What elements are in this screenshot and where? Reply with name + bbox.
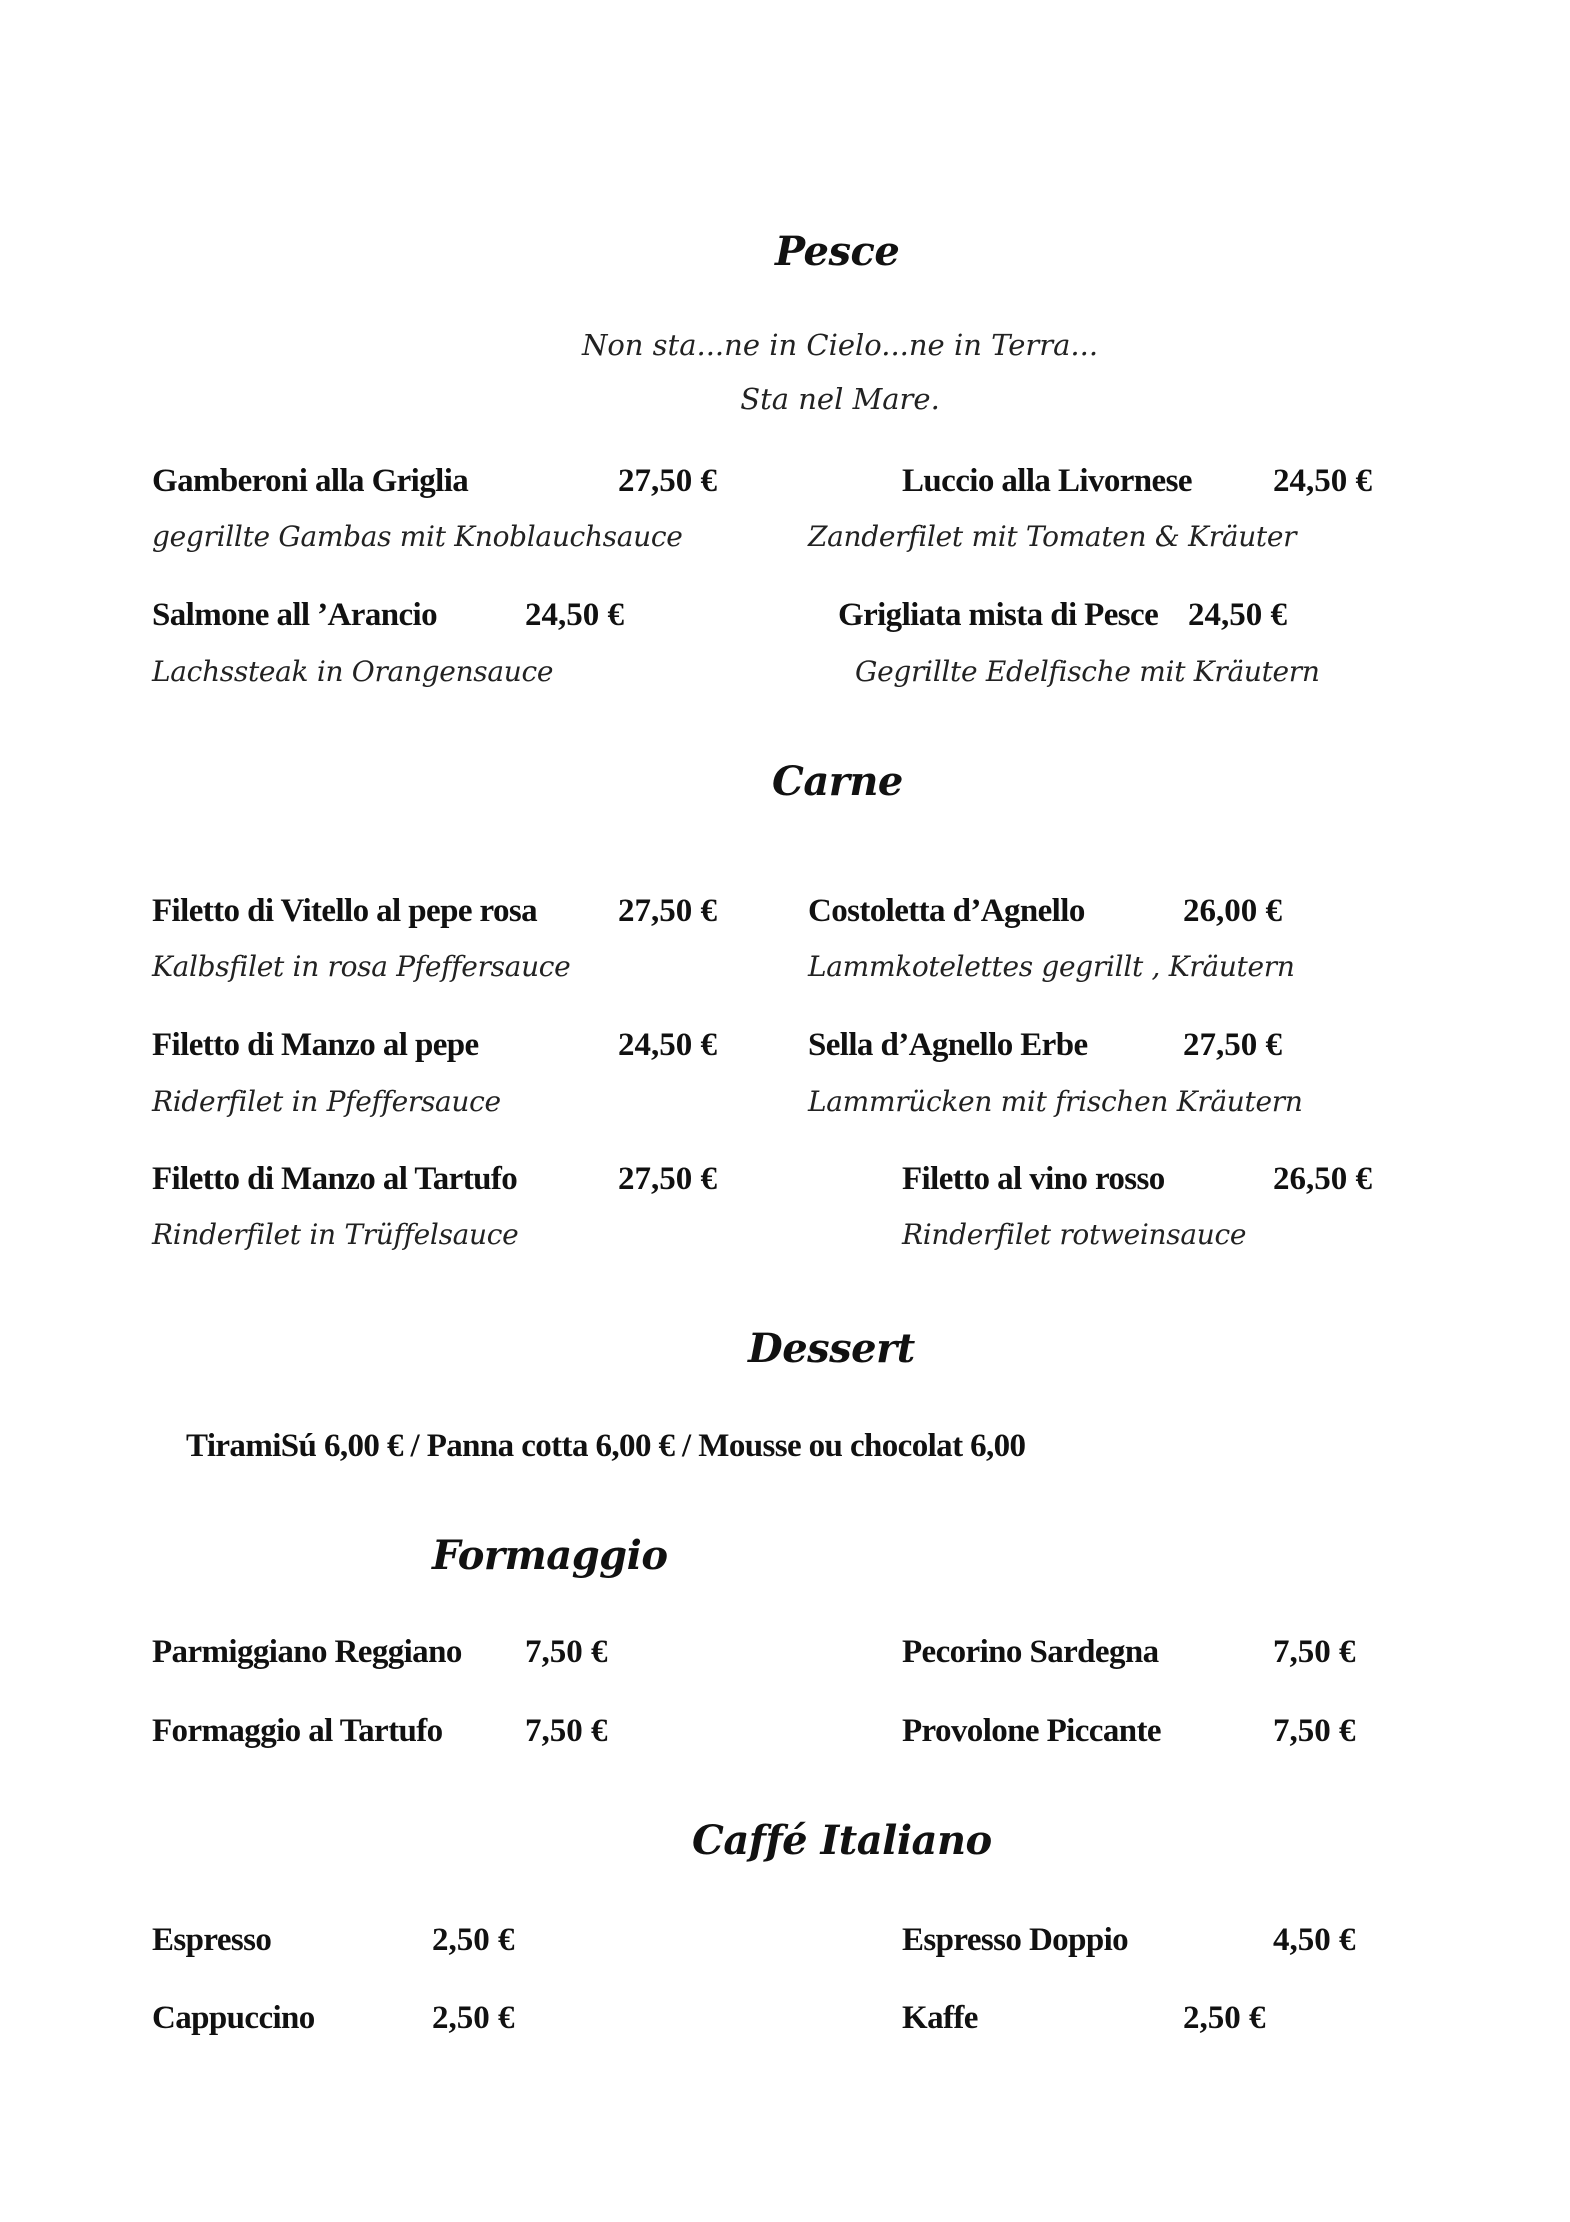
cheese-price: 7,50 € <box>1273 1634 1356 1670</box>
dish-name: Costoletta d’Agnello <box>808 893 1085 929</box>
cheese-price: 7,50 € <box>525 1713 608 1749</box>
coffee-price: 2,50 € <box>432 1922 515 1958</box>
dish-description: Rinderfilet in Trüffelsauce <box>152 1218 519 1251</box>
dish-description: Zanderfilet mit Tomaten & Kräuter <box>808 520 1297 553</box>
section-title-pesce: Pesce <box>775 228 900 275</box>
cheese-name: Pecorino Sardegna <box>902 1634 1159 1670</box>
dish-name: Filetto al vino rosso <box>902 1161 1165 1197</box>
motto-line-2: Sta nel Mare. <box>740 382 940 416</box>
dish-description: Lammrücken mit frischen Kräutern <box>808 1085 1303 1118</box>
dish-price: 24,50 € <box>1188 597 1287 633</box>
dish-price: 24,50 € <box>618 1027 717 1063</box>
dish-name: Filetto di Vitello al pepe rosa <box>152 893 538 929</box>
dish-name: Salmone all ’Arancio <box>152 597 437 633</box>
cheese-name: Formaggio al Tartufo <box>152 1713 443 1749</box>
dish-price: 26,50 € <box>1273 1161 1372 1197</box>
dish-description: Riderfilet in Pfeffersauce <box>152 1085 501 1118</box>
coffee-price: 2,50 € <box>432 2000 515 2036</box>
coffee-price: 2,50 € <box>1183 2000 1266 2036</box>
section-title-formaggio: Formaggio <box>432 1532 668 1579</box>
dish-description: Gegrillte Edelfische mit Kräutern <box>855 655 1320 688</box>
dish-price: 27,50 € <box>618 893 717 929</box>
cheese-name: Parmiggiano Reggiano <box>152 1634 462 1670</box>
dish-price: 27,50 € <box>618 1161 717 1197</box>
dessert-line: TiramiSú 6,00 € / Panna cotta 6,00 € / Mousse ou chocolat 6,00 <box>186 1428 1026 1464</box>
section-title-carne: Carne <box>772 758 903 805</box>
dish-name: Luccio alla Livornese <box>902 463 1192 499</box>
dish-description: Kalbsfilet in rosa Pfeffersauce <box>152 950 571 983</box>
cheese-name: Provolone Piccante <box>902 1713 1161 1749</box>
dish-price: 24,50 € <box>1273 463 1372 499</box>
dish-price: 27,50 € <box>1183 1027 1282 1063</box>
coffee-name: Cappuccino <box>152 2000 315 2036</box>
dish-name: Grigliata mista di Pesce <box>838 597 1159 633</box>
coffee-name: Kaffe <box>902 2000 978 2036</box>
cheese-price: 7,50 € <box>1273 1713 1356 1749</box>
motto-line-1: Non sta...ne in Cielo...ne in Terra... <box>581 328 1099 362</box>
section-title-caffe: Caffé Italiano <box>692 1817 992 1864</box>
dish-description: gegrillte Gambas mit Knoblauchsauce <box>152 520 683 553</box>
dish-name: Gamberoni alla Griglia <box>152 463 469 499</box>
cheese-price: 7,50 € <box>525 1634 608 1670</box>
coffee-price: 4,50 € <box>1273 1922 1356 1958</box>
dish-name: Filetto di Manzo al pepe <box>152 1027 479 1063</box>
coffee-name: Espresso <box>152 1922 272 1958</box>
dish-description: Lachssteak in Orangensauce <box>152 655 554 688</box>
dish-price: 24,50 € <box>525 597 624 633</box>
pesce-motto <box>520 318 1160 426</box>
dish-description: Rinderfilet rotweinsauce <box>902 1218 1247 1251</box>
section-title-dessert: Dessert <box>748 1325 915 1372</box>
dish-price: 27,50 € <box>618 463 717 499</box>
dish-name: Filetto di Manzo al Tartufo <box>152 1161 518 1197</box>
coffee-name: Espresso Doppio <box>902 1922 1129 1958</box>
dish-name: Sella d’Agnello Erbe <box>808 1027 1088 1063</box>
dish-price: 26,00 € <box>1183 893 1282 929</box>
dish-description: Lammkotelettes gegrillt , Kräutern <box>808 950 1295 983</box>
